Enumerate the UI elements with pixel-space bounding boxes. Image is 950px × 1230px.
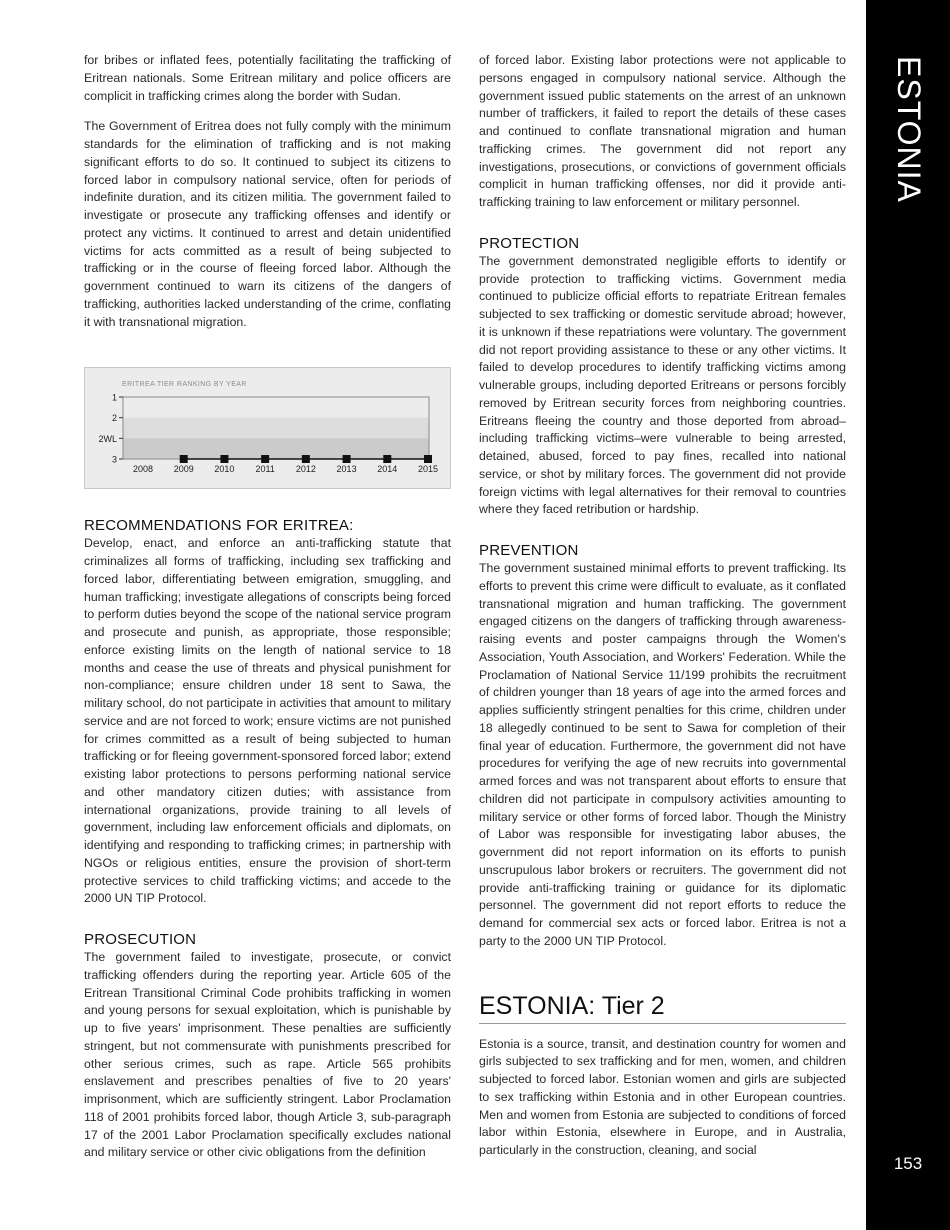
x-tick-label-2014: 2014 [377, 464, 398, 475]
recommendations-paragraph: Develop, enact, and enforce an anti-trafficking statute that criminalizes all forms of trafficking, including sex trafficking and forced labor, differentiating between emigration, smuggling, and human trafficking; investigate allegations of conscripts being forced to perform duties beyond the scope of the national service program and prosecute and punish, as appropriate, those responsible; enforce existing limits on the length of national service to 18 months and cease the use of threats and physical punishment for non-compliance; ensure children under 18 sent to Sawa, the military school, do not participate in activities that amount to military service and are not forced to work; ensure victims are not punished for crimes committed as a result of being subjected to human trafficking or for fleeing government-sponsored forced labor; extend existing labor protections to persons performing national service and other mandatory citizen duties; with assistance from international organizations, provide training to all levels of government, including law enforcement officials and diplomats, on identifying and responding to trafficking crimes; in partnership with NGOs or religious entities, ensure the provision of short-term protective services to child trafficking victims; and accede to the 2000 UN TIP Protocol. [84, 536, 452, 906]
band-tier-1 [123, 397, 429, 418]
country-sidebar [866, 0, 950, 1230]
prevention-paragraph: The government sustained minimal efforts to prevent trafficking. Its efforts to prevent this crime were difficult to evaluate, as it conflated transnational migration and human trafficking. The government engaged citizens on the dangers of trafficking through awareness-raising events and poster campaigns through the Women's Association, Youth Association, and Workers' Federation. While the Proclamation of National Service 11/199 prohibits the recruitment of children younger than 18 years of age into the armed forces and applies sufficiently stringent penalties for this crime, children under 18 allegedly continued to be sent to Sawa for completion of their final year of education. Furthermore, the government did not have procedures for verifying the age of new recruits into governmental armed forces and was not transparent about efforts to ensure that children did not participate in compulsory activities amounting to military service or other forms of forced labor. Though the Ministry of Labor was responsible for investigating labor abuses, the government did not report information on its efforts to punish unscrupulous labor brokers or recruiters. The government did not provide anti-trafficking training or guidance for its diplomatic personnel. The government did not report efforts to reduce the demand for commercial sex acts or forced labor. Eritrea is not a party to the 2000 UN TIP Protocol. [479, 561, 846, 948]
protection-heading: PROTECTION [479, 234, 580, 252]
prosecution-heading: PROSECUTION [84, 931, 197, 948]
data-point-2012 [302, 455, 310, 463]
data-point-2009 [180, 455, 188, 463]
y-tick-label-1: 1 [111, 392, 117, 403]
estonia-tier-heading: ESTONIA: Tier 2 [479, 991, 846, 1024]
tier-ranking-chart [84, 367, 451, 489]
x-tick-label-2015: 2015 [417, 464, 439, 475]
data-point-2011 [261, 455, 269, 463]
intro-paragraph: for bribes or inflated fees, potentially facilitating the trafficking of Eritrean nationals. Some Eritrean military and police officers are complicit in trafficking crimes along the border with Sudan. [84, 53, 451, 103]
y-tick-label-2wl: 2WL [98, 434, 117, 445]
estonia-intro-paragraph: Estonia is a source, transit, and destination country for women and girls subjected to sex trafficking and for men, women, and children subjected to forced labor. Estonian women and girls are subjected to sex trafficking within Estonia and in other European countries. Men and women from Estonia are subjected to conditions of forced labor within Estonia, elsewhere in Europe, and in Australia, particularly in the construction, cleaning, and social [479, 1036, 846, 1157]
x-tick-label-2013: 2013 [336, 464, 357, 475]
prosecution-paragraph: The government failed to investigate, prosecute, or convict trafficking offenders during the reporting year. Article 605 of the Eritrean Transitional Criminal Code prohibits trafficking in women and young persons for sexual exploitation, which is punishable by up to five years' imprisonment. These penalties are sufficiently stringent, but not commensurate with punishments prescribed for other serious crimes, such as rape. Article 565 prohibits enslavement and prescribes penalties of five to 20 years' imprisonment, which are sufficiently stringent. Labor Proclamation 118 of 2001 prohibits forced labor, though Article 3, sub-paragraph 17 of the 2001 Labor Proclamation specifically excludes national and military service or other civic obligations from the definition [84, 950, 451, 1160]
data-point-2015 [424, 455, 432, 463]
data-point-2010 [220, 455, 228, 463]
band-tier-2wl [123, 439, 429, 460]
left-column [84, 52, 451, 1175]
tier-ranking-chart-svg [85, 368, 450, 488]
band-tier-2 [123, 418, 429, 439]
recommendations-heading: RECOMMENDATIONS FOR ERITREA: [84, 517, 354, 535]
x-tick-label-2010: 2010 [214, 464, 235, 475]
x-tick-label-2012: 2012 [295, 464, 316, 475]
x-tick-label-2008: 2008 [132, 464, 154, 475]
y-tick-label-3: 3 [111, 454, 117, 465]
y-tick-label-2: 2 [111, 413, 117, 424]
forced-labor-paragraph: of forced labor. Existing labor protections were not applicable to persons engaged in compulsory national service. Although the government issued public statements on the arrest of an unknown number of traffickers, it failed to report the details of these cases and continued to conflate transnational migration and human trafficking crimes. The government did not report any investigations, prosecutions, or convictions of government officials complicit in human trafficking offenses, nor did it provide anti-trafficking training to law enforcement or military personnel. [479, 53, 846, 209]
sidebar-country-title: ESTONIA [891, 56, 927, 203]
protection-paragraph: The government demonstrated negligible efforts to identify or provide protection to trafficking victims. Government media continued to publicize official efforts to repatriate Eritrean females subjected to sex trafficking or domestic servitude abroad; however, it is unknown if these repatriations were voluntary. The government did not report providing assistance to these or any other victims. It failed to develop procedures to identify trafficking victims among vulnerable groups, including deported Eritreans or persons forcibly removed by Eritrean security forces from neighboring countries. Eritreans fleeing the country and those deported from abroad–including trafficking victims–were vulnerable to being arrested, detained, abused, forced to pay fines, recalled into national service, or shot by military forces. The government did not provide foreign victims with legal alternatives for their removal to countries where they faced retribution or hardship. [479, 253, 846, 517]
right-column [479, 52, 846, 1173]
page-number: 153 [893, 1154, 923, 1173]
prevention-heading: PREVENTION [479, 542, 579, 559]
x-tick-label-2011: 2011 [255, 464, 275, 475]
chart-title: ERITREA TIER RANKING BY YEAR [122, 381, 247, 389]
x-tick-label-2009: 2009 [173, 464, 194, 475]
government-paragraph: The Government of Eritrea does not fully comply with the minimum standards for the elimination of trafficking and is not making significant efforts to do so. It continued to subject its citizens to forced labor in compulsory national service, often for periods of indefinite duration, and its citizen militia. The government failed to investigate or prosecute any trafficking offenses and identify or protect any victims. It continued to arrest and detain unidentified victims for acts committed as a result of being subjected to trafficking or in the course of fleeing forced labor. Although the government continued to warn its citizens of the dangers of trafficking, authorities lacked understanding of the crime, conflating it with transnational migration. [84, 119, 451, 329]
data-point-2013 [343, 455, 351, 463]
data-point-2014 [383, 455, 391, 463]
